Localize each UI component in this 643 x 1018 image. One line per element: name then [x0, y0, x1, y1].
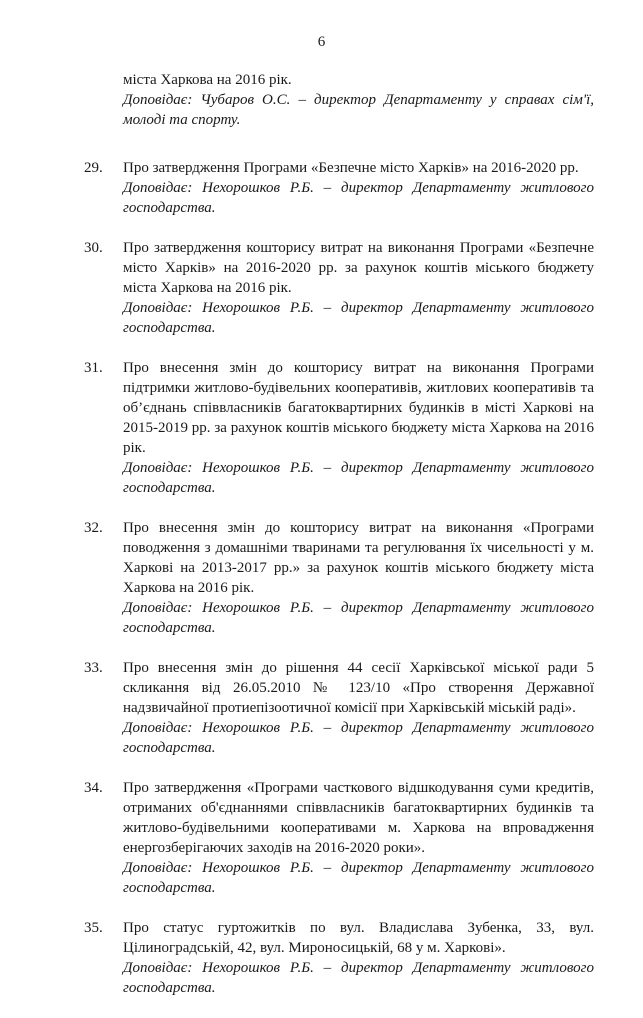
agenda-item-continuation: [84, 70, 594, 130]
agenda-item-body: [123, 918, 594, 998]
agenda-item-title: Про внесення змін до рішення 44 сесії Харківської міської ради 5 скликання від 26.05.2010 № 123/10 «Про створення Державної надзвичайної протиепізоотичної комісії при Харківській міській раді».: [123, 660, 594, 716]
agenda-item-body: [123, 658, 594, 758]
agenda-item-number: 32.: [84, 520, 103, 536]
agenda-item-title: Про затвердження кошторису витрат на виконання Програми «Безпечне місто Харків» на 2016-2020 рр. за рахунок коштів міського бюджету міста Харкова на 2016 рік.: [123, 240, 594, 296]
page-number: 6: [317, 34, 326, 50]
agenda-item-number: 33.: [84, 660, 103, 676]
agenda-item-body: [123, 238, 594, 338]
agenda-item-body: [123, 518, 594, 638]
agenda-item-29: [84, 158, 594, 218]
agenda-item-speaker: Доповідає: Чубаров О.С. – директор Департаменту у справах сім'ї, молоді та спорту.: [123, 92, 594, 128]
agenda-item-speaker: Доповідає: Нехорошков Р.Б. – директор Департаменту житлового господарства.: [123, 600, 594, 636]
agenda-item-number: 31.: [84, 360, 103, 376]
agenda-list: [84, 70, 594, 1018]
agenda-item-number: 35.: [84, 920, 103, 936]
agenda-item-32: [84, 518, 594, 638]
agenda-item-title: Про затвердження «Програми часткового відшкодування суми кредитів, отриманих об'єднаннями співвласників багатоквартирних будинків та житлово-будівельними кооперативами м. Харкова на впровадження енергозберігаючих заходів на 2016-2020 роки».: [123, 780, 594, 856]
agenda-item-title: Про внесення змін до кошторису витрат на виконання «Програми поводження з домашніми тваринами та регулювання їх чисельності у м. Харкові на 2013-2017 рр.» за рахунок коштів міського бюджету міста Харкова на 2016 рік.: [123, 520, 594, 596]
agenda-item-body: [123, 778, 594, 898]
agenda-item-30: [84, 238, 594, 338]
agenda-item-34: [84, 778, 594, 898]
agenda-item-35: [84, 918, 594, 998]
agenda-item-speaker: Доповідає: Нехорошков Р.Б. – директор Департаменту житлового господарства.: [123, 180, 594, 216]
agenda-item-body: [123, 70, 594, 130]
agenda-item-title: Про внесення змін до кошторису витрат на виконання Програми підтримки житлово-будівельних кооперативів, житлових кооперативів та об’єднань співвласників багатоквартирних будинків в місті Харкові на 2015-2019 рр. за рахунок коштів міського бюджету міста Харкова на 2016 рік.: [123, 360, 594, 456]
agenda-item-speaker: Доповідає: Нехорошков Р.Б. – директор Департаменту житлового господарства.: [123, 960, 594, 996]
agenda-item-33: [84, 658, 594, 758]
agenda-item-31: [84, 358, 594, 498]
agenda-item-speaker: Доповідає: Нехорошков Р.Б. – директор Департаменту житлового господарства.: [123, 300, 594, 336]
agenda-item-body: [123, 158, 594, 218]
agenda-item-body: [123, 358, 594, 498]
agenda-item-title: Про затвердження Програми «Безпечне місто Харків» на 2016-2020 рр.: [123, 160, 579, 176]
agenda-item-number: 30.: [84, 240, 103, 256]
agenda-item-title: міста Харкова на 2016 рік.: [123, 72, 292, 88]
agenda-item-title: Про статус гуртожитків по вул. Владислава Зубенка, 33, вул. Цілиноградській, 42, вул. Мироносицькій, 68 у м. Харкові».: [123, 920, 594, 956]
agenda-item-number: 34.: [84, 780, 103, 796]
agenda-item-number: 29.: [84, 160, 103, 176]
agenda-item-speaker: Доповідає: Нехорошков Р.Б. – директор Департаменту житлового господарства.: [123, 860, 594, 896]
agenda-item-speaker: Доповідає: Нехорошков Р.Б. – директор Департаменту житлового господарства.: [123, 720, 594, 756]
agenda-item-speaker: Доповідає: Нехорошков Р.Б. – директор Департаменту житлового господарства.: [123, 460, 594, 496]
